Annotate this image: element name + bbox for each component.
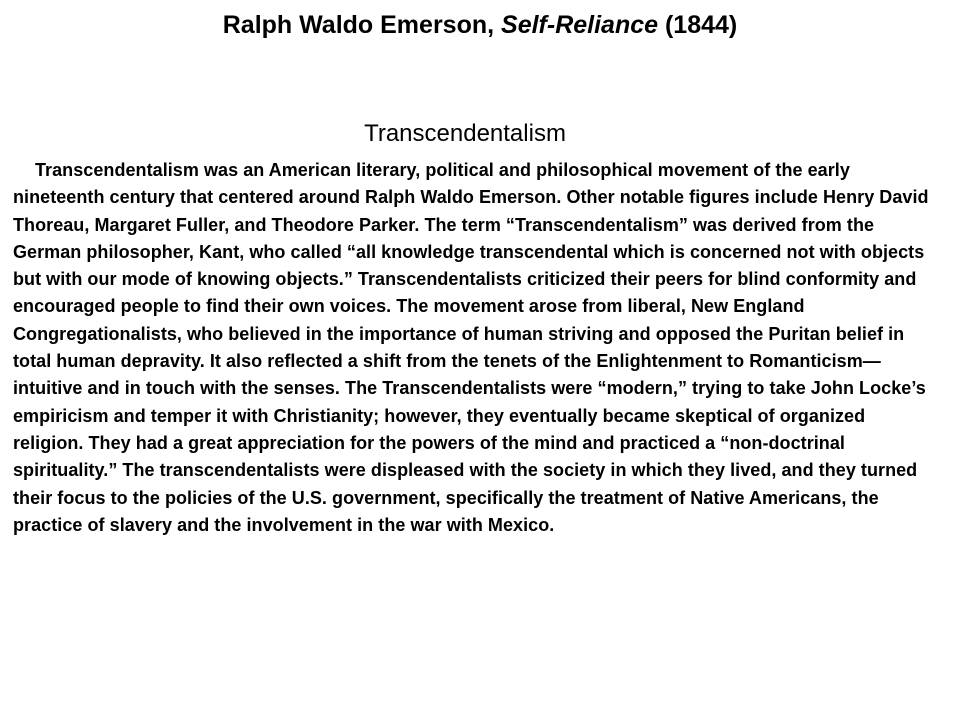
title-year: (1844) <box>658 11 738 39</box>
body-paragraph: Transcendentalism was an American literary, political and philosophical movement of the early nineteenth century that centered around Ralph Waldo Emerson. Other notable figures include Henry David Thoreau, Margaret Fuller, and Theodore Parker. The term “Transcendentalism” was derived from the German philosopher, Kant, who called “all knowledge transcendental which is concerned not with objects but with our mode of knowing objects.” Transcendentalists criticized their peers for blind conformity and encouraged people to find their own voices. The movement arose from liberal, New England Congregationalists, who believed in the importance of human striving and opposed the Puritan belief in total human depravity. It also reflected a shift from the tenets of the Enlightenment to Romanticism—intuitive and in touch with the senses. The Transcendentalists were “modern,” trying to take John Locke’s empiricism and temper it with Christianity; however, they eventually became skeptical of organized religion. They had a great appreciation for the powers of the mind and practiced a “non-doctrinal spirituality.” The transcendentalists were displeased with the society in which they lived, and they turned their focus to the policies of the U.S. government, specifically the treatment of Native Americans, the practice of slavery and the involvement in the war with Mexico. <box>13 160 929 535</box>
title-author: Ralph Waldo Emerson, <box>222 11 502 39</box>
section-heading: Transcendentalism <box>364 120 566 147</box>
title-work: Self-Reliance <box>501 11 659 39</box>
slide-title <box>0 8 960 42</box>
